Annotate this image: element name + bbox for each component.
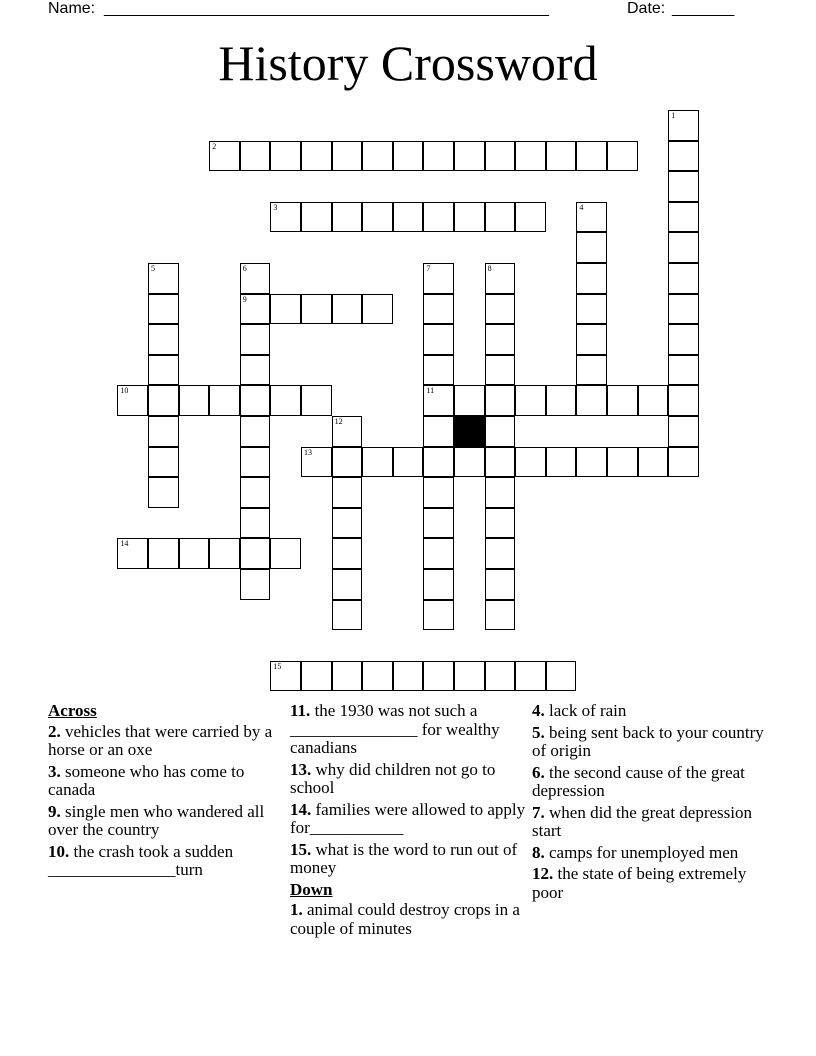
grid-cell[interactable]: [240, 477, 271, 508]
grid-cell[interactable]: [485, 263, 516, 294]
grid-cell[interactable]: [301, 294, 332, 325]
grid-cell[interactable]: [515, 202, 546, 233]
grid-cell[interactable]: [576, 385, 607, 416]
grid-cell[interactable]: [362, 447, 393, 478]
grid-cell[interactable]: [485, 324, 516, 355]
grid-cell[interactable]: [270, 538, 301, 569]
clue-number: 2.: [48, 721, 61, 741]
name-field[interactable]: __________________________________________________: [104, 0, 549, 17]
cell-number: 6: [242, 264, 247, 273]
grid-cell[interactable]: [179, 385, 210, 416]
grid-cell[interactable]: [607, 141, 638, 172]
grid-cell[interactable]: [485, 294, 516, 325]
clue-number: 6.: [532, 762, 545, 782]
clue-number: 4.: [532, 701, 545, 720]
grid-cell[interactable]: [240, 508, 271, 539]
grid-cell[interactable]: [148, 263, 179, 294]
grid-cell[interactable]: [148, 416, 179, 447]
grid-cell[interactable]: [148, 477, 179, 508]
grid-cell[interactable]: [576, 202, 607, 233]
grid-cell[interactable]: [240, 447, 271, 478]
grid-cell[interactable]: [301, 661, 332, 692]
grid-cell[interactable]: [332, 508, 363, 539]
grid-cell[interactable]: [485, 661, 516, 692]
clue-number: 15.: [290, 839, 312, 859]
grid-cell[interactable]: [668, 416, 699, 447]
grid-cell[interactable]: [668, 110, 699, 141]
grid-cell[interactable]: [332, 569, 363, 600]
clue-text: the crash took a sudden _______________turn: [48, 841, 234, 879]
grid-cell[interactable]: [485, 600, 516, 631]
grid-cell[interactable]: [148, 538, 179, 569]
grid-cell[interactable]: [607, 447, 638, 478]
grid-cell[interactable]: [668, 294, 699, 325]
grid-cell[interactable]: [332, 416, 363, 447]
clue-across-15: [290, 841, 528, 878]
cell-number: 10: [120, 386, 129, 396]
grid-cell[interactable]: [332, 538, 363, 569]
grid-cell[interactable]: [485, 477, 516, 508]
grid-cell[interactable]: [332, 141, 363, 172]
clue-down-5: [532, 724, 772, 761]
grid-cell[interactable]: [393, 202, 424, 233]
grid-cell[interactable]: [668, 385, 699, 416]
grid-cell[interactable]: [301, 447, 332, 478]
cell-number: 12: [334, 417, 343, 426]
grid-cell[interactable]: [393, 447, 424, 478]
grid-cell[interactable]: [148, 385, 179, 416]
grid-cell[interactable]: [576, 141, 607, 172]
grid-cell[interactable]: [485, 355, 516, 386]
page-title: History Crossword: [218, 35, 598, 91]
grid-cell[interactable]: [148, 447, 179, 478]
grid-cell[interactable]: [332, 202, 363, 233]
grid-cell[interactable]: [454, 385, 485, 416]
grid-cell[interactable]: [362, 661, 393, 692]
grid-cell[interactable]: [301, 385, 332, 416]
grid-cell[interactable]: [423, 600, 454, 631]
grid-cell[interactable]: [423, 141, 454, 172]
grid-cell[interactable]: [607, 385, 638, 416]
grid-cell[interactable]: [576, 447, 607, 478]
grid-cell[interactable]: [638, 385, 669, 416]
grid-cell[interactable]: [668, 202, 699, 233]
grid-cell[interactable]: [270, 202, 301, 233]
clue-number: 8.: [532, 842, 545, 862]
grid-cell[interactable]: [240, 538, 271, 569]
grid-cell[interactable]: [485, 141, 516, 172]
grid-cell[interactable]: [668, 355, 699, 386]
clue-text: the 1930 was not such a _______________ for wealthy canadians: [290, 701, 500, 757]
grid-cell[interactable]: [393, 661, 424, 692]
grid-cell[interactable]: [515, 385, 546, 416]
clue-across-2: [48, 723, 283, 760]
date-field[interactable]: _______: [672, 0, 735, 17]
clue-text: the second cause of the great depression: [532, 762, 745, 800]
grid-cell[interactable]: [423, 385, 454, 416]
grid-cell[interactable]: [209, 538, 240, 569]
clue-number: 1.: [290, 900, 303, 919]
clue-number: 7.: [532, 802, 545, 822]
clue-down-4: [532, 702, 772, 721]
grid-cell[interactable]: [485, 508, 516, 539]
clue-down-8: [532, 844, 772, 863]
clues-column-2: [290, 702, 528, 941]
clue-number: 9.: [48, 801, 61, 821]
clue-number: 13.: [290, 759, 312, 779]
grid-cell[interactable]: [546, 447, 577, 478]
grid-cell[interactable]: [454, 202, 485, 233]
clue-number: 5.: [532, 722, 545, 742]
clue-text: families were allowed to apply for___________: [290, 799, 526, 837]
clue-text: single men who wandered all over the country: [48, 801, 265, 839]
cell-number: 9: [242, 294, 247, 304]
grid-cell[interactable]: [332, 294, 363, 325]
grid-cell[interactable]: [332, 447, 363, 478]
grid-cell[interactable]: [668, 232, 699, 263]
grid-cell[interactable]: [576, 294, 607, 325]
cell-number: 13: [304, 447, 312, 457]
grid-cell[interactable]: [362, 141, 393, 172]
grid-cell[interactable]: [454, 661, 485, 692]
clue-number: 14.: [290, 799, 312, 819]
grid-cell[interactable]: [668, 447, 699, 478]
grid-cell[interactable]: [485, 416, 516, 447]
clue-across-11: [290, 702, 528, 758]
grid-cell[interactable]: [668, 324, 699, 355]
grid-cell[interactable]: [546, 385, 577, 416]
grid-cell[interactable]: [668, 263, 699, 294]
grid-cell[interactable]: [240, 324, 271, 355]
grid-cell[interactable]: [668, 171, 699, 202]
cell-number: 2: [212, 141, 217, 151]
grid-cell[interactable]: [454, 447, 485, 478]
clue-number: 11.: [290, 701, 311, 720]
grid-cell[interactable]: [485, 538, 516, 569]
grid-cell[interactable]: [332, 661, 363, 692]
grid-cell[interactable]: [393, 141, 424, 172]
clue-down-1: [290, 901, 528, 938]
clue-text: lack of rain: [549, 701, 627, 720]
cell-number: 3: [273, 202, 278, 212]
cell-number: 14: [120, 539, 129, 549]
grid-cell[interactable]: [423, 263, 454, 294]
grid-cell[interactable]: [423, 569, 454, 600]
clue-text: camps for unemployed men: [549, 842, 739, 862]
grid-cell[interactable]: [148, 294, 179, 325]
grid-cell[interactable]: [148, 355, 179, 386]
clue-across-3: [48, 763, 283, 800]
grid-cell[interactable]: [332, 477, 363, 508]
grid-cell[interactable]: [576, 324, 607, 355]
grid-cell[interactable]: [362, 294, 393, 325]
clue-across-14: [290, 801, 528, 838]
grid-cell[interactable]: [515, 661, 546, 692]
grid-cell[interactable]: [179, 538, 210, 569]
grid-cell[interactable]: [209, 141, 240, 172]
grid-cell[interactable]: [423, 508, 454, 539]
grid-cell[interactable]: [576, 355, 607, 386]
across-heading: Across: [48, 701, 97, 720]
grid-cell[interactable]: [485, 385, 516, 416]
clue-text: someone who has come to canada: [48, 761, 245, 799]
clue-down-12: [532, 865, 772, 902]
grid-cell[interactable]: [423, 416, 454, 447]
grid-cell[interactable]: [270, 294, 301, 325]
clue-across-9: [48, 803, 283, 840]
grid-cell[interactable]: [240, 416, 271, 447]
grid-cell[interactable]: [332, 600, 363, 631]
down-heading: Down: [290, 879, 333, 899]
grid-cell[interactable]: [423, 447, 454, 478]
grid-cell[interactable]: [485, 202, 516, 233]
clue-number: 12.: [532, 864, 554, 883]
black-square: [454, 416, 485, 447]
clue-text: animal could destroy crops in a couple of minutes: [290, 900, 520, 938]
grid-cell[interactable]: [638, 447, 669, 478]
grid-cell[interactable]: [423, 202, 454, 233]
grid-cell[interactable]: [270, 141, 301, 172]
grid-cell[interactable]: [117, 385, 148, 416]
cell-number: 7: [426, 264, 431, 273]
clue-across-10: [48, 843, 283, 880]
cell-number: 15: [273, 661, 282, 671]
cell-number: 5: [151, 264, 155, 273]
grid-cell[interactable]: [423, 324, 454, 355]
grid-cell[interactable]: [362, 202, 393, 233]
grid-cell[interactable]: [240, 141, 271, 172]
grid-cell[interactable]: [423, 355, 454, 386]
grid-cell[interactable]: [546, 661, 577, 692]
grid-cell[interactable]: [454, 141, 485, 172]
clues-column-1: [48, 702, 283, 883]
clue-text: the state of being extremely poor: [532, 864, 747, 902]
grid-cell[interactable]: [668, 141, 699, 172]
grid-cell[interactable]: [576, 263, 607, 294]
clue-text: what is the word to run out of money: [290, 839, 518, 877]
grid-cell[interactable]: [485, 569, 516, 600]
grid-cell[interactable]: [485, 447, 516, 478]
cell-number: 11: [426, 386, 435, 396]
clue-down-6: [532, 764, 772, 801]
grid-cell[interactable]: [270, 661, 301, 692]
grid-cell[interactable]: [423, 538, 454, 569]
grid-cell[interactable]: [423, 477, 454, 508]
clues-column-3: [532, 702, 772, 905]
grid-cell[interactable]: [240, 294, 271, 325]
clue-down-7: [532, 804, 772, 841]
clue-text: vehicles that were carried by a horse or an oxe: [48, 721, 273, 759]
grid-cell[interactable]: [240, 385, 271, 416]
clue-text: when did the great depression start: [532, 802, 752, 840]
clue-number: 3.: [48, 761, 61, 781]
clue-number: 10.: [48, 841, 70, 861]
grid-cell[interactable]: [240, 569, 271, 600]
grid-cell[interactable]: [423, 661, 454, 692]
grid-cell[interactable]: [270, 385, 301, 416]
cell-number: 8: [487, 264, 492, 273]
grid-cell[interactable]: [117, 538, 148, 569]
grid-cell[interactable]: [148, 324, 179, 355]
grid-cell[interactable]: [301, 202, 332, 233]
grid-cell[interactable]: [301, 141, 332, 172]
cell-number: 4: [579, 202, 584, 212]
grid-cell[interactable]: [423, 294, 454, 325]
grid-cell[interactable]: [240, 263, 271, 294]
clue-across-13: [290, 761, 528, 798]
clue-text: being sent back to your country of origin: [532, 722, 764, 760]
date-label: Date:: [627, 0, 666, 17]
grid-cell[interactable]: [515, 141, 546, 172]
clue-text: why did children not go to school: [290, 759, 496, 797]
grid-cell[interactable]: [515, 447, 546, 478]
cell-number: 1: [671, 111, 676, 120]
grid-cell[interactable]: [209, 385, 240, 416]
grid-cell[interactable]: [576, 232, 607, 263]
grid-cell[interactable]: [240, 355, 271, 386]
grid-cell[interactable]: [546, 141, 577, 172]
name-label: Name:: [48, 0, 96, 17]
